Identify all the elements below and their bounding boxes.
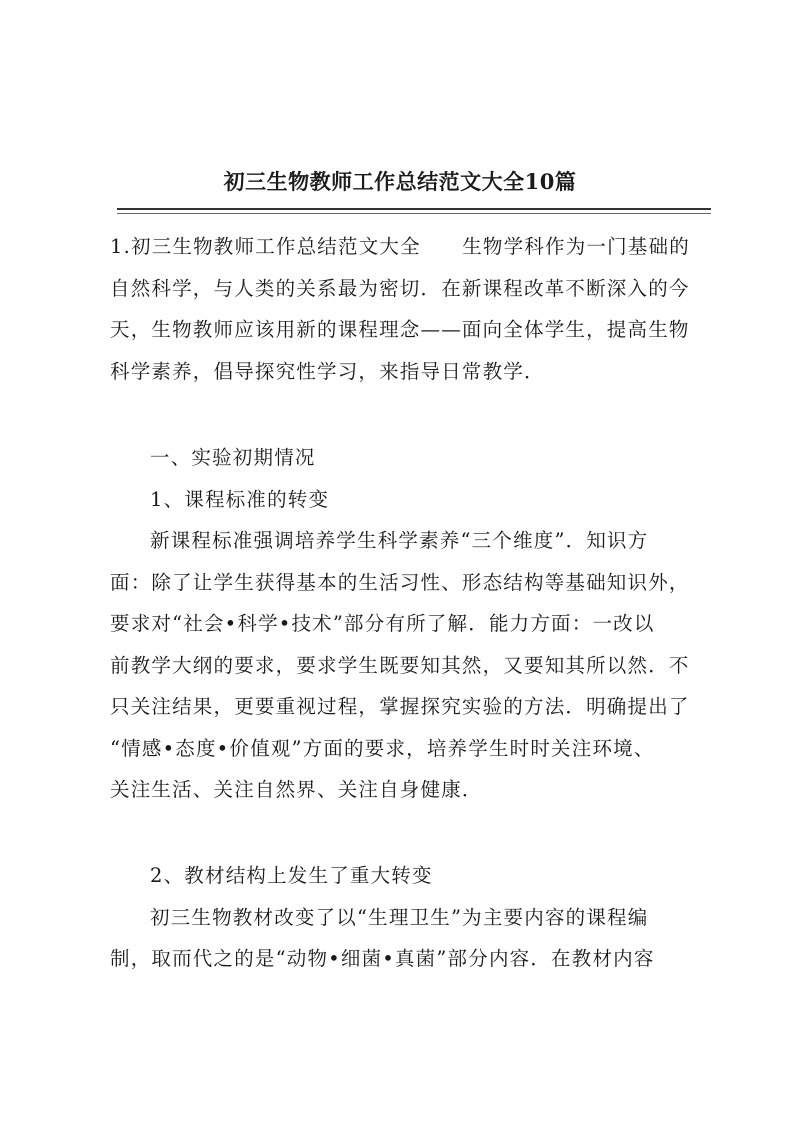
title-divider-thin [117, 213, 711, 214]
paragraph-intro [110, 226, 713, 392]
text-line: 制，取而代之的是“动物•细菌•真菌”部分内容．在教材内容 [110, 947, 655, 970]
text-line: 1.初三生物教师工作总结范文大全 生物学科作为一门基础的 [110, 235, 690, 258]
text-line: 要求对“社会•科学•技术”部分有所了解．能力方面：一改以 [110, 612, 655, 635]
text-line: 只关注结果，更要重视过程，掌握探究实验的方法．明确提出了 [110, 695, 690, 718]
title-divider [117, 208, 711, 210]
text-line: 面：除了让学生获得基本的生活习性、形态结构等基础知识外， [110, 570, 690, 594]
section-heading-block [110, 437, 713, 811]
text-line: 科学素养，倡导探究性学习，来指导日常教学． [110, 359, 545, 383]
document-title: 初三生物教师工作总结范文大全10篇 [223, 169, 577, 194]
text-line: 前教学大纲的要求，要求学生既要知其然，又要知其所以然．不 [110, 653, 690, 677]
text-line: 关注生活、关注自然界、关注自身健康． [110, 778, 483, 801]
section-two-block [110, 855, 713, 980]
text-line: 自然科学，与人类的关系最为密切．在新课程改革不断深入的今 [110, 276, 690, 300]
section-heading: 一、实验初期情况 [150, 446, 316, 469]
subsection-heading: 1、课程标准的转变 [150, 487, 330, 511]
subsection-heading: 2、教材结构上发生了重大转变 [150, 864, 433, 887]
text-line: 初三生物教材改变了以“生理卫生”为主要内容的课程编 [150, 905, 649, 929]
text-line: 新课程标准强调培养学生科学素养“三个维度”．知识方 [150, 529, 649, 552]
text-line: 天，生物教师应该用新的课程理念——面向全体学生，提高生物 [110, 318, 690, 341]
text-line: “情感•态度•价值观”方面的要求，培养学生时时关注环境、 [110, 736, 655, 760]
